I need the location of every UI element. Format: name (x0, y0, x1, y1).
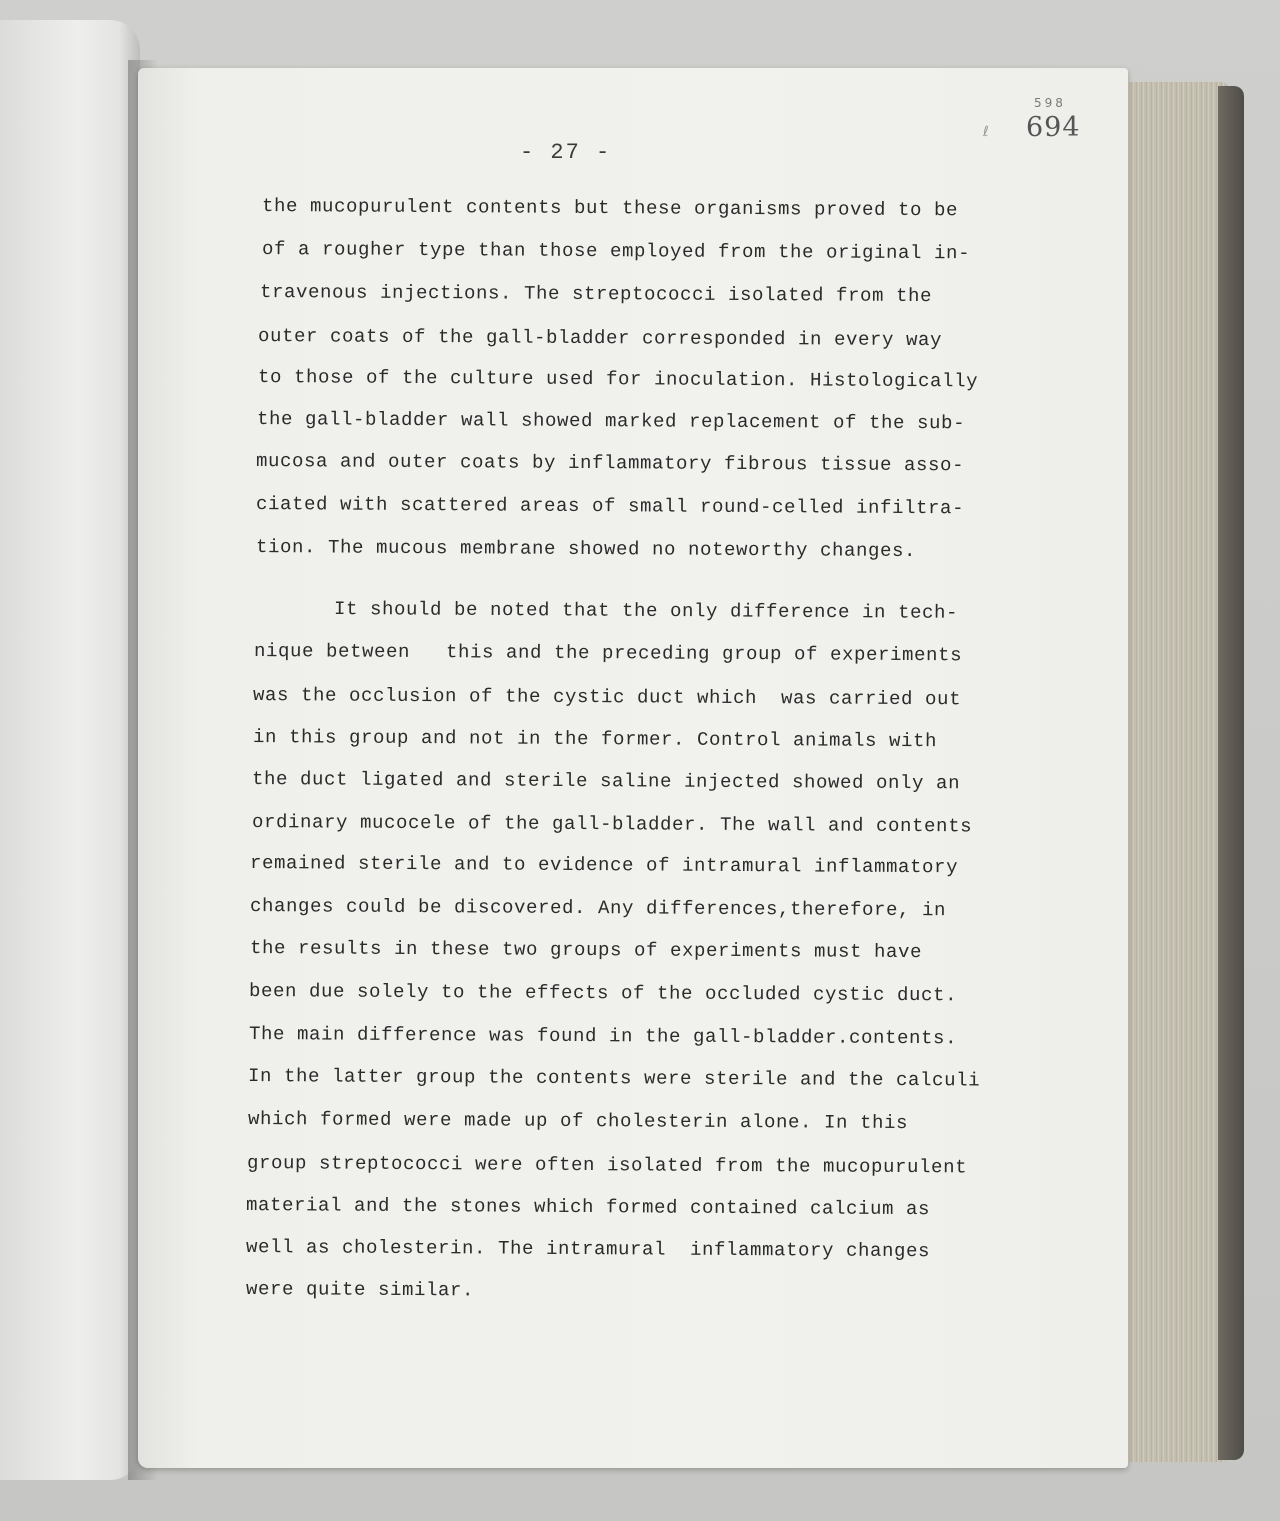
text-line: ordinary mucocele of the gall-bladder. The wall and contents (251, 811, 973, 838)
folio-number: 694 (1026, 112, 1081, 143)
text-line: the results in these two groups of experiments must have (249, 937, 923, 964)
text-line: ciated with scattered areas of small round-celled infiltra- (255, 493, 965, 520)
text-line: outer coats of the gall-bladder corresponded in every way (257, 325, 943, 352)
text-line: mucosa and outer coats by inflammatory fibrous tissue asso- (255, 450, 965, 477)
left-facing-page (0, 20, 140, 1480)
folio-number-small: 598 (1034, 96, 1066, 110)
page-number: - 27 - (520, 140, 612, 165)
text-line: in this group and not in the former. Control animals with (252, 726, 938, 753)
text-line: of a rougher type than those employed from the original in- (261, 238, 971, 265)
text-line: In the latter group the contents were sterile and the calculi (247, 1065, 981, 1092)
book-cover-edge (1218, 86, 1244, 1460)
text-line: well as cholesterin. The intramural inflammatory changes (245, 1236, 931, 1263)
text-line: were quite similar. (245, 1278, 475, 1302)
page-edge-stack (1120, 82, 1228, 1462)
text-line: changes could be discovered. Any differences,therefore, in (249, 895, 947, 922)
text-line: remained sterile and to evidence of intramural inflammatory (249, 852, 959, 879)
text-line: to those of the culture used for inoculation. Histologically (257, 366, 979, 393)
text-line: nique between this and the preceding group of experiments (253, 640, 963, 667)
text-line: the gall-bladder wall showed marked replacement of the sub- (256, 408, 966, 435)
text-line: was the occlusion of the cystic duct which was carried out (252, 684, 962, 711)
text-line: tion. The mucous membrane showed no noteworthy changes. (255, 536, 917, 563)
text-line: The main difference was found in the gall-bladder.contents. (248, 1023, 958, 1050)
text-line: which formed were made up of cholesterin alone. In this (247, 1108, 909, 1135)
text-line: group streptococci were often isolated from the mucopurulent (246, 1152, 968, 1179)
pencil-mark: ℓ (983, 124, 989, 140)
text-line: the duct ligated and sterile saline injected showed only an (251, 768, 961, 795)
text-line: It should be noted that the only difference in tech- (333, 598, 959, 624)
text-line: travenous injections. The streptococci isolated from the (259, 281, 933, 308)
text-line: been due solely to the effects of the occluded cystic duct. (248, 980, 958, 1007)
text-line: material and the stones which formed contained calcium as (245, 1194, 931, 1221)
text-line: the mucopurulent contents but these organisms proved to be (261, 195, 959, 222)
